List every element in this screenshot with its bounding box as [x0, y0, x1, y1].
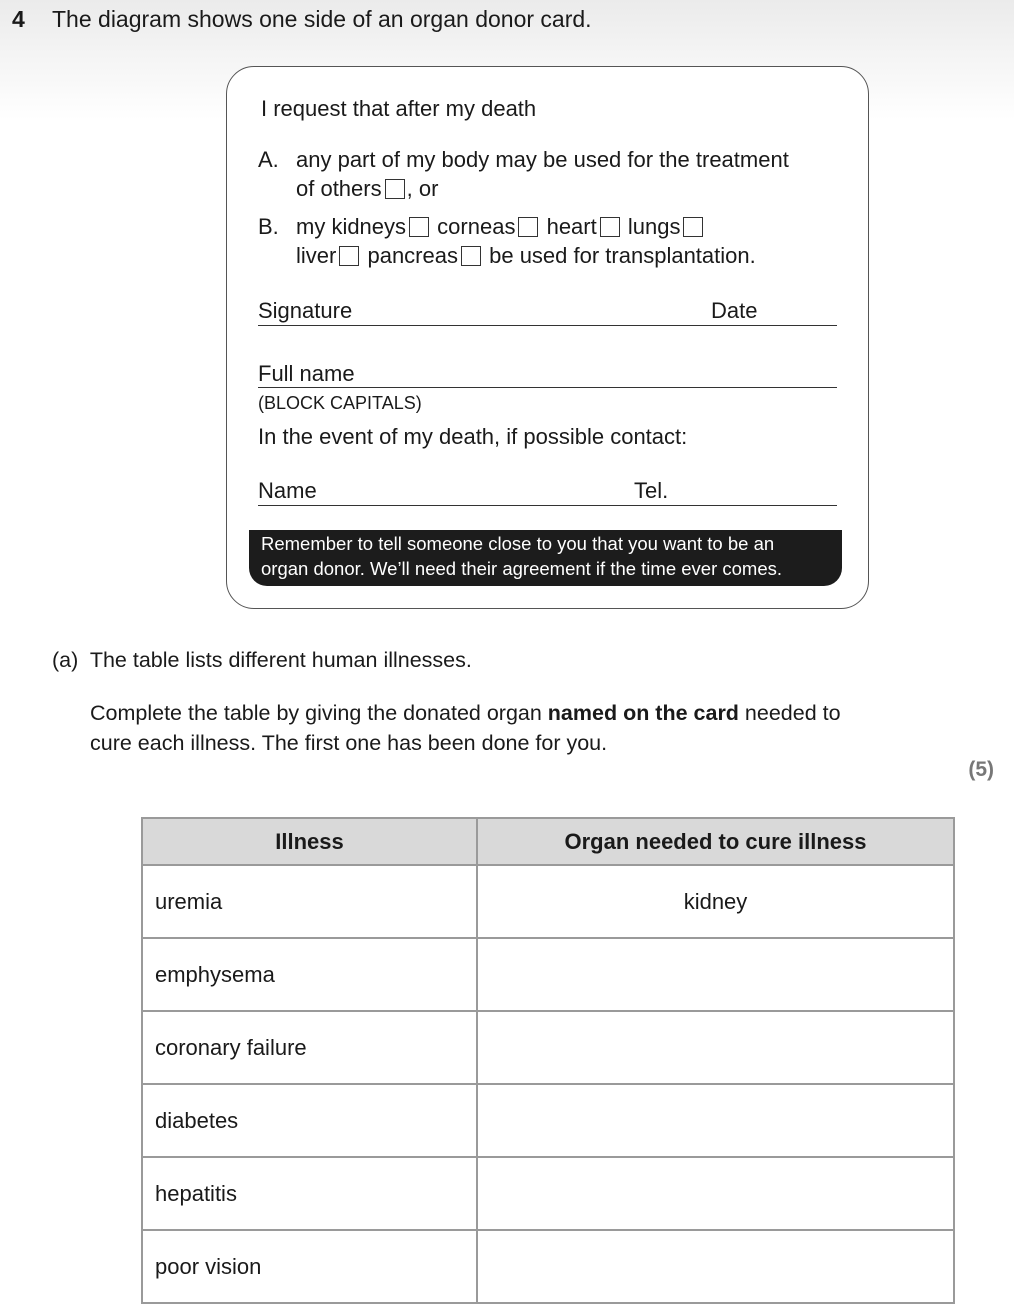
checkbox-liver[interactable]: [339, 246, 359, 266]
table-row: [142, 1084, 954, 1157]
organ-answer-cell[interactable]: [477, 1157, 954, 1230]
checkbox-heart[interactable]: [600, 217, 620, 237]
checkbox-corneas[interactable]: [518, 217, 538, 237]
illness-cell: coronary failure: [142, 1011, 477, 1084]
illness-table: [141, 817, 955, 1304]
table-row: [142, 938, 954, 1011]
table-header-row: [142, 818, 954, 865]
organ-pancreas: pancreas: [367, 243, 458, 268]
table-row: [142, 1011, 954, 1084]
checkbox-kidneys[interactable]: [409, 217, 429, 237]
illness-cell: diabetes: [142, 1084, 477, 1157]
banner-line1: Remember to tell someone close to you that you want to be an: [261, 533, 775, 554]
question-number: 4: [12, 6, 25, 32]
contact-text: In the event of my death, if possible contact:: [258, 424, 688, 449]
organ-corneas: corneas: [437, 214, 516, 239]
organ-heart: heart: [546, 214, 597, 239]
organ-answer-cell: kidney: [477, 865, 954, 938]
part-a-instruction: [90, 698, 970, 758]
illness-cell: emphysema: [142, 938, 477, 1011]
organ-answer-cell[interactable]: [477, 1011, 954, 1084]
marks-value: (5): [968, 758, 994, 781]
signature-line[interactable]: [258, 325, 837, 326]
illness-cell: hepatitis: [142, 1157, 477, 1230]
option-a-or: , or: [406, 176, 439, 201]
reminder-banner: [249, 530, 842, 586]
organ-liver: liver: [296, 243, 337, 268]
checkbox-pancreas[interactable]: [461, 246, 481, 266]
header-illness: Illness: [142, 818, 477, 865]
organ-answer-cell[interactable]: [477, 938, 954, 1011]
tel-label: Tel.: [634, 478, 669, 503]
donor-card: [226, 66, 869, 609]
question-text: The diagram shows one side of an organ donor card.: [52, 6, 592, 32]
instruction-start: Complete the table by giving the donated organ: [90, 701, 548, 725]
fullname-label: Full name: [258, 361, 355, 386]
part-a-intro: [52, 648, 472, 673]
option-a-line2-wrap: [296, 174, 438, 203]
banner-line2: organ donor. We’ll need their agreement if the time ever comes.: [261, 558, 783, 579]
signature-label: Signature: [258, 298, 353, 323]
illness-cell: uremia: [142, 865, 477, 938]
organ-kidneys: my kidneys: [296, 214, 407, 239]
header-organ: Organ needed to cure illness: [477, 818, 954, 865]
date-label: Date: [711, 298, 758, 323]
checkbox-any-part[interactable]: [385, 179, 405, 199]
fullname-line[interactable]: [258, 387, 837, 388]
organs-row1: [296, 212, 705, 241]
card-request: I request that after my death: [261, 96, 537, 121]
option-a-label: A.: [258, 147, 279, 172]
table-row: [142, 1230, 954, 1303]
part-a-label: (a): [52, 648, 79, 672]
organ-answer-cell[interactable]: [477, 1084, 954, 1157]
table-row: [142, 865, 954, 938]
option-a-line2: of others: [296, 176, 382, 201]
organ-lungs: lungs: [627, 214, 681, 239]
contact-line[interactable]: [258, 505, 837, 506]
part-a-intro-text: The table lists different human illnesses.: [89, 648, 472, 672]
table-row: [142, 1157, 954, 1230]
checkbox-lungs[interactable]: [683, 217, 703, 237]
illness-cell: poor vision: [142, 1230, 477, 1303]
option-a-line1: any part of my body may be used for the treatment: [296, 147, 789, 172]
block-capitals-note: (BLOCK CAPITALS): [258, 393, 422, 413]
instruction-line2: cure each illness. The first one has been done for you.: [90, 731, 608, 755]
instruction-end: needed to: [738, 701, 841, 725]
instruction-bold: named on the card: [547, 701, 739, 725]
name-label: Name: [258, 478, 317, 503]
organs-row2: [296, 241, 756, 270]
option-b-label: B.: [258, 214, 279, 239]
organ-answer-cell[interactable]: [477, 1230, 954, 1303]
option-b-tail: be used for transplantation.: [489, 243, 756, 268]
